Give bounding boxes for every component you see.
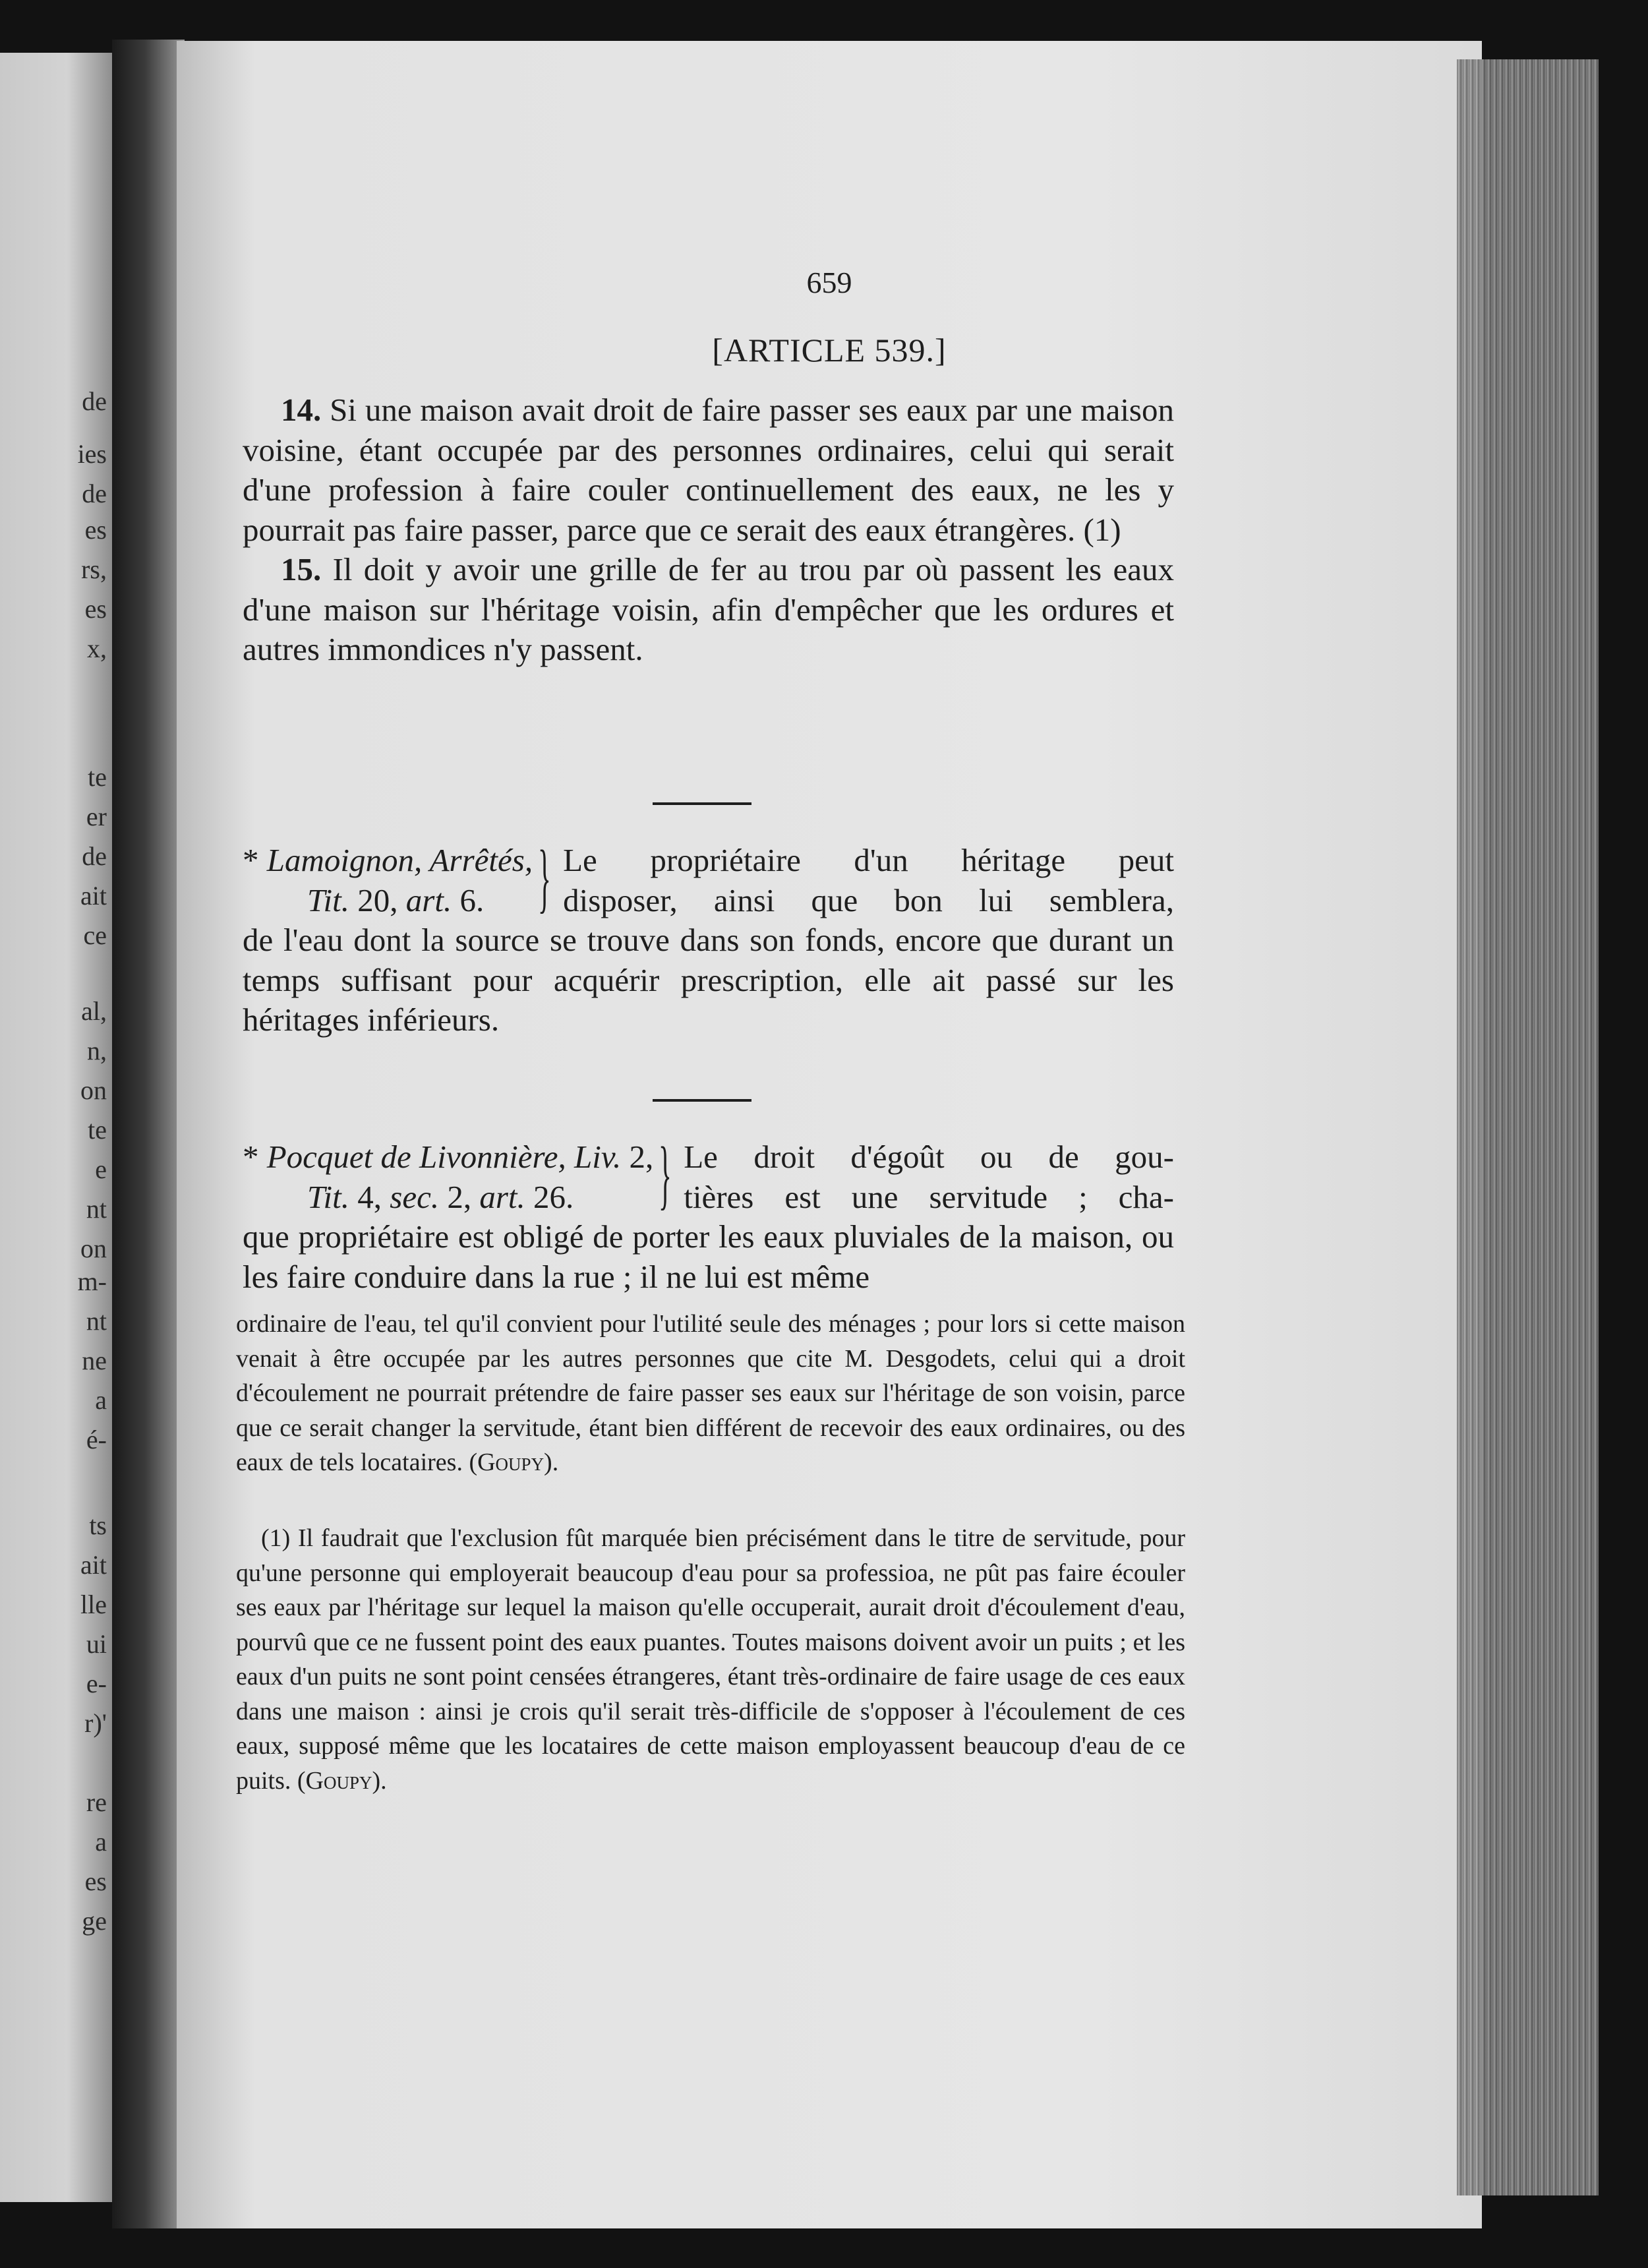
citation-reference bbox=[243, 841, 533, 920]
main-text bbox=[243, 390, 1174, 670]
note-source: (Goupy). bbox=[469, 1448, 559, 1476]
adjacent-page-line-fragment: on bbox=[80, 1075, 107, 1105]
citation-head-text: Le propriétaire d'un héritage peut disposer, ainsi que bon lui semblera, bbox=[563, 842, 1174, 918]
citation-author: Pocquet de Livonnière, Liv. bbox=[266, 1139, 622, 1175]
adjacent-page-line-fragment: de bbox=[82, 841, 107, 871]
adjacent-page-line-fragment: ait bbox=[80, 1550, 107, 1580]
paragraph-15 bbox=[243, 550, 1174, 670]
paragraph-number: 15. bbox=[281, 551, 322, 587]
footnote-text: Il faudrait que l'exclusion fût marquée bien précisément dans le titre de servitude, pour qu'une personne qui employerait beaucoup d'eau pour sa professioa, ne pût pas faire écouler ses eaux par l'héritage sur lequel la maison qu'elle occuperait, aurait droit d'écoulement d'eau, pourvû que ce ne fussent point des eaux puantes. Toutes maisons doivent avoir un puits ; et les eaux d'un puits ne sont point censées étrangeres, étant très-ordinaire de faire usage de ces eaux dans une maison : ainsi je crois qu'il serait très-difficile de s'opposer à l'écoulement de ces eaux, supposé même que les locataires de cette maison employassent beaucoup d'eau de ce puits. bbox=[236, 1524, 1185, 1795]
citation-body-text: de l'eau dont la source se trouve dans son fonds, encore que durant un temps suffisant pour acquérir prescription, elle ait passé sur les héritages inférieurs. bbox=[243, 922, 1174, 1038]
adjacent-page-line-fragment: e- bbox=[86, 1669, 107, 1698]
adjacent-page-line-fragment: es bbox=[84, 594, 107, 624]
citation-header bbox=[243, 834, 1174, 920]
citation-header bbox=[243, 1131, 1174, 1217]
adjacent-page-line-fragment: de bbox=[82, 479, 107, 508]
continued-note bbox=[236, 1307, 1185, 1480]
adjacent-page-line-fragment: ne bbox=[82, 1346, 107, 1375]
book-page bbox=[177, 41, 1482, 2228]
adjacent-page-line-fragment: ge bbox=[82, 1906, 107, 1936]
paragraph-text: Si une maison avait droit de faire passer ses eaux par une maison voisine, étant occupée par des personnes ordinaires, celui qui serait d'une profession à faire couler continuellement des eaux, ne les y pourrait pas faire passer, parce que ce serait des eaux étrangères. (1) bbox=[243, 392, 1174, 548]
adjacent-page-line-fragment: ui bbox=[86, 1629, 107, 1659]
citation-location: Tit. 4, sec. 2, art. 26. bbox=[307, 1178, 574, 1215]
article-heading: [ARTICLE 539.] bbox=[712, 332, 947, 369]
footnote-source: (Goupy). bbox=[297, 1766, 387, 1795]
adjacent-page-line-fragment: a bbox=[95, 1385, 107, 1415]
adjacent-page-line-fragment: e bbox=[95, 1154, 107, 1184]
footnote-marker: (1) bbox=[261, 1524, 291, 1552]
adjacent-page-line-fragment: es bbox=[84, 515, 107, 545]
citation-body-text: que propriétaire est obligé de porter les eaux pluviales de la maison, ou les faire conduire dans la rue ; il ne lui est même bbox=[243, 1218, 1174, 1295]
adjacent-page-line-fragment: ait bbox=[80, 881, 107, 910]
adjacent-page-line-fragment: te bbox=[88, 762, 107, 792]
adjacent-page-line-fragment: es bbox=[84, 1866, 107, 1896]
adjacent-page-line-fragment: lle bbox=[80, 1590, 107, 1619]
adjacent-page-line-fragment: é- bbox=[86, 1425, 107, 1454]
adjacent-page-line-fragment: ce bbox=[83, 920, 107, 950]
page-number: 659 bbox=[806, 266, 852, 299]
adjacent-page-line-fragment: de bbox=[82, 386, 107, 416]
adjacent-page-line-fragment: on bbox=[80, 1234, 107, 1263]
paragraph-number: 14. bbox=[281, 392, 322, 428]
paragraph-text: Il doit y avoir une grille de fer au trou par où passent les eaux d'une maison sur l'héritage voisin, afin d'empêcher que les ordures et autres immondices n'y passent. bbox=[243, 551, 1174, 667]
citation-head-text: Le droit d'égoût ou de gou- tières est une servitude ; cha- bbox=[684, 1139, 1174, 1215]
adjacent-page-line-fragment: n, bbox=[87, 1036, 107, 1065]
section-rule bbox=[653, 802, 751, 805]
brace-icon: } bbox=[659, 1131, 672, 1217]
adjacent-page-line-fragment: a bbox=[95, 1827, 107, 1857]
continued-note-text: ordinaire de l'eau, tel qu'il convient pour l'utilité seule des ménages ; pour lors si cette maison venait à être occupée par les autres personnes que cite M. Desgodets, celui qui a droit d'écoulement ne pourrait prétendre de faire passer ses eaux sur l'héritage de son voisin, parce que ce serait changer la servitude, étant bien différent de recevoir des eaux ordinaires, ou des eaux de tels locataires. bbox=[236, 1310, 1185, 1476]
book-gutter bbox=[112, 40, 185, 2228]
adjacent-page-line-fragment: m- bbox=[77, 1267, 107, 1296]
adjacent-page-fragment bbox=[0, 53, 112, 2202]
adjacent-page-line-fragment: re bbox=[86, 1787, 107, 1817]
adjacent-page-line-fragment: ts bbox=[89, 1510, 107, 1540]
adjacent-page-line-fragment: r)' bbox=[84, 1708, 107, 1738]
citation-asterisk: * bbox=[243, 1139, 267, 1175]
citation-author: Lamoignon, Arrêtés, bbox=[266, 842, 533, 878]
adjacent-page-line-fragment: x, bbox=[87, 634, 107, 663]
page-edges bbox=[1457, 59, 1599, 2195]
adjacent-page-line-fragment: ies bbox=[77, 439, 107, 469]
adjacent-page-line-fragment: er bbox=[86, 802, 107, 831]
brace-icon: } bbox=[538, 834, 551, 920]
adjacent-page-line-fragment: nt bbox=[86, 1194, 107, 1224]
adjacent-page-line-fragment: nt bbox=[86, 1306, 107, 1336]
citation-reference: * Pocquet de Livonnière, Liv. 2, Tit. 4, sec. 2, art. 26. bbox=[243, 1137, 653, 1217]
citation-asterisk: * bbox=[243, 842, 267, 878]
adjacent-page-line-fragment: te bbox=[88, 1115, 107, 1145]
section-rule bbox=[653, 1099, 751, 1102]
citation-location: Tit. 20, art. 6. bbox=[307, 881, 485, 918]
adjacent-page-line-fragment: al, bbox=[81, 996, 107, 1026]
citation-lamoignon bbox=[243, 834, 1174, 1040]
footnote-1 bbox=[236, 1521, 1185, 1798]
paragraph-14 bbox=[243, 390, 1174, 550]
adjacent-page-line-fragment: rs, bbox=[81, 554, 107, 584]
citation-pocquet bbox=[243, 1131, 1174, 1297]
